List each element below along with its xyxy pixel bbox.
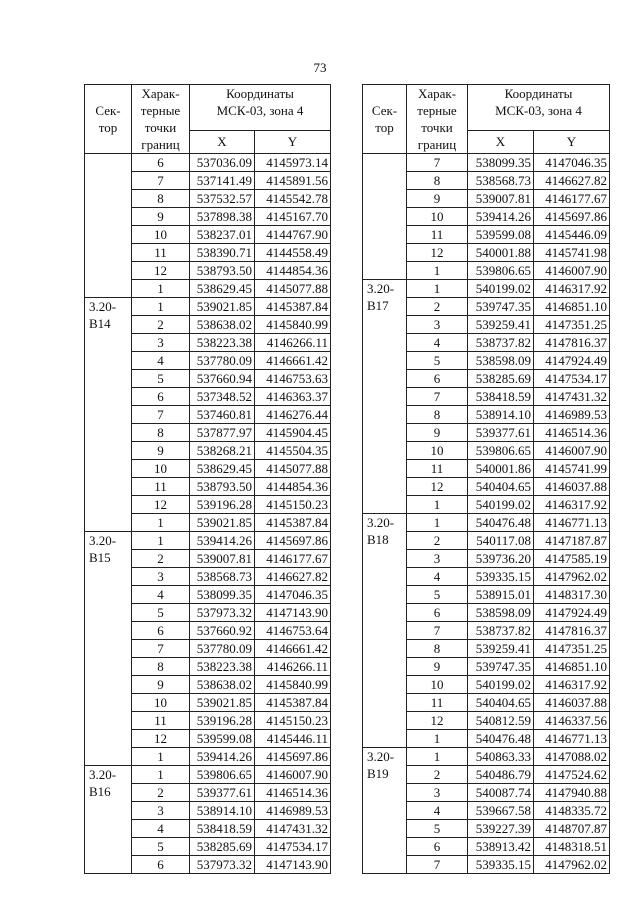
x-coordinate-cell: 537141.49 [190,172,255,190]
point-number-cell: 1 [407,748,468,766]
x-coordinate-cell: 537898.38 [190,208,255,226]
table-row [85,532,331,550]
point-number-cell: 6 [407,604,468,622]
x-coordinate-cell: 538285.69 [468,370,534,388]
y-coordinate-cell: 4146771.13 [534,730,610,748]
x-coordinate-cell: 539736.20 [468,550,534,568]
sector-cell: 3.20- B16 [85,766,132,874]
y-coordinate-cell: 4145840.99 [255,676,331,694]
y-coordinate-cell: 4146514.36 [255,784,331,802]
y-coordinate-cell: 4147046.35 [534,154,610,172]
x-coordinate-cell: 538793.50 [190,478,255,496]
x-coordinate-cell: 539747.35 [468,658,534,676]
x-coordinate-cell: 538237.01 [190,226,255,244]
x-coordinate-cell: 538598.09 [468,352,534,370]
point-number-cell: 4 [132,586,190,604]
x-coordinate-cell: 539414.26 [468,208,534,226]
point-number-cell: 7 [407,154,468,172]
x-coordinate-cell: 539599.08 [468,226,534,244]
y-coordinate-cell: 4146317.92 [534,676,610,694]
y-coordinate-cell: 4146989.53 [534,406,610,424]
x-coordinate-cell: 539196.28 [190,712,255,730]
x-coordinate-cell: 539414.26 [190,748,255,766]
y-coordinate-cell: 4145973.14 [255,154,331,172]
point-number-cell: 5 [407,352,468,370]
y-coordinate-cell: 4146177.67 [255,550,331,568]
sector-cell: 3.20- B15 [85,532,132,766]
point-number-cell: 9 [132,676,190,694]
x-coordinate-cell: 537660.92 [190,622,255,640]
x-coordinate-cell: 538223.38 [190,658,255,676]
x-coordinate-cell: 540476.48 [468,514,534,532]
point-number-cell: 6 [132,856,190,874]
point-number-cell: 3 [132,568,190,586]
x-coordinate-cell: 539227.39 [468,820,534,838]
point-number-cell: 5 [132,604,190,622]
x-coordinate-cell: 539259.41 [468,640,534,658]
point-number-cell: 11 [132,712,190,730]
y-coordinate-cell: 4147534.17 [534,370,610,388]
x-coordinate-cell: 540199.02 [468,280,534,298]
y-coordinate-cell: 4145387.84 [255,298,331,316]
point-number-cell: 5 [132,838,190,856]
point-number-cell: 8 [132,424,190,442]
y-coordinate-cell: 4146037.88 [534,694,610,712]
point-number-cell: 10 [132,694,190,712]
x-coordinate-cell: 539806.65 [468,442,534,460]
y-coordinate-cell: 4145167.70 [255,208,331,226]
header-points: Харак- терные точки границ [132,85,190,154]
point-number-cell: 6 [407,370,468,388]
x-coordinate-cell: 537660.94 [190,370,255,388]
table-row [363,748,610,766]
y-coordinate-cell: 4147962.02 [534,856,610,874]
x-coordinate-cell: 538638.02 [190,316,255,334]
point-number-cell: 11 [407,694,468,712]
point-number-cell: 12 [407,244,468,262]
x-coordinate-cell: 538268.21 [190,442,255,460]
y-coordinate-cell: 4146363.37 [255,388,331,406]
point-number-cell: 12 [132,496,190,514]
point-number-cell: 3 [407,784,468,802]
y-coordinate-cell: 4148707.87 [534,820,610,838]
x-coordinate-cell: 539806.65 [468,262,534,280]
y-coordinate-cell: 4146007.90 [534,442,610,460]
header-sector: Сек- тор [363,85,407,154]
x-coordinate-cell: 538099.35 [190,586,255,604]
x-coordinate-cell: 539021.85 [190,694,255,712]
point-number-cell: 4 [132,820,190,838]
point-number-cell: 12 [132,730,190,748]
point-number-cell: 7 [132,406,190,424]
point-number-cell: 11 [407,460,468,478]
x-coordinate-cell: 538914.10 [468,406,534,424]
point-number-cell: 7 [407,388,468,406]
y-coordinate-cell: 4145150.23 [255,712,331,730]
y-coordinate-cell: 4146276.44 [255,406,331,424]
point-number-cell: 9 [132,442,190,460]
point-number-cell: 4 [407,568,468,586]
x-coordinate-cell: 538598.09 [468,604,534,622]
point-number-cell: 1 [132,280,190,298]
sector-cell: 3.20- B17 [363,280,407,514]
point-number-cell: 2 [132,550,190,568]
y-coordinate-cell: 4145446.09 [534,226,610,244]
y-coordinate-cell: 4146627.82 [255,568,331,586]
y-coordinate-cell: 4146627.82 [534,172,610,190]
y-coordinate-cell: 4147924.49 [534,352,610,370]
x-coordinate-cell: 539414.26 [190,532,255,550]
point-number-cell: 10 [407,208,468,226]
y-coordinate-cell: 4146771.13 [534,514,610,532]
y-coordinate-cell: 4145077.88 [255,460,331,478]
x-coordinate-cell: 539335.15 [468,856,534,874]
y-coordinate-cell: 4147143.90 [255,856,331,874]
y-coordinate-cell: 4147088.02 [534,748,610,766]
point-number-cell: 12 [132,262,190,280]
point-number-cell: 2 [132,316,190,334]
point-number-cell: 9 [132,208,190,226]
x-coordinate-cell: 538913.42 [468,838,534,856]
y-coordinate-cell: 4146266.11 [255,658,331,676]
point-number-cell: 1 [132,766,190,784]
y-coordinate-cell: 4145697.86 [255,532,331,550]
point-number-cell: 6 [407,838,468,856]
point-number-cell: 10 [407,442,468,460]
x-coordinate-cell: 538629.45 [190,280,255,298]
point-number-cell: 10 [407,676,468,694]
point-number-cell: 11 [407,226,468,244]
x-coordinate-cell: 539196.28 [190,496,255,514]
y-coordinate-cell: 4147962.02 [534,568,610,586]
x-coordinate-cell: 540117.08 [468,532,534,550]
x-coordinate-cell: 537532.57 [190,190,255,208]
y-coordinate-cell: 4147431.32 [255,820,331,838]
y-coordinate-cell: 4148318.51 [534,838,610,856]
y-coordinate-cell: 4145077.88 [255,280,331,298]
y-coordinate-cell: 4148335.72 [534,802,610,820]
y-coordinate-cell: 4146661.42 [255,640,331,658]
y-coordinate-cell: 4145446.11 [255,730,331,748]
point-number-cell: 8 [407,406,468,424]
table-row [85,766,331,784]
x-coordinate-cell: 539007.81 [190,550,255,568]
point-number-cell: 12 [407,478,468,496]
x-coordinate-cell: 537780.09 [190,352,255,370]
x-coordinate-cell: 540404.65 [468,694,534,712]
point-number-cell: 12 [407,712,468,730]
sector-cell: 3.20- B14 [85,298,132,532]
x-coordinate-cell: 538568.73 [190,568,255,586]
point-number-cell: 8 [132,658,190,676]
header-points: Харак- терные точки границ [407,85,468,154]
y-coordinate-cell: 4147534.17 [255,838,331,856]
point-number-cell: 5 [407,820,468,838]
y-coordinate-cell: 4147924.49 [534,604,610,622]
point-number-cell: 7 [132,172,190,190]
y-coordinate-cell: 4147431.32 [534,388,610,406]
y-coordinate-cell: 4146851.10 [534,658,610,676]
point-number-cell: 6 [132,622,190,640]
point-number-cell: 2 [132,784,190,802]
y-coordinate-cell: 4145504.35 [255,442,331,460]
x-coordinate-cell: 539377.61 [190,784,255,802]
y-coordinate-cell: 4144854.36 [255,478,331,496]
y-coordinate-cell: 4146037.88 [534,478,610,496]
y-coordinate-cell: 4146337.56 [534,712,610,730]
y-coordinate-cell: 4146007.90 [255,766,331,784]
y-coordinate-cell: 4147940.88 [534,784,610,802]
x-coordinate-cell: 539007.81 [468,190,534,208]
y-coordinate-cell: 4147143.90 [255,604,331,622]
x-coordinate-cell: 537973.32 [190,604,255,622]
y-coordinate-cell: 4146266.11 [255,334,331,352]
x-coordinate-cell: 538390.71 [190,244,255,262]
point-number-cell: 1 [407,262,468,280]
x-coordinate-cell: 540001.88 [468,244,534,262]
point-number-cell: 8 [407,172,468,190]
y-coordinate-cell: 4146753.63 [255,370,331,388]
page-number: 73 [313,60,327,75]
coordinates-table-left [84,84,331,874]
x-coordinate-cell: 537036.09 [190,154,255,172]
point-number-cell: 3 [407,316,468,334]
y-coordinate-cell: 4145150.23 [255,496,331,514]
x-coordinate-cell: 539259.41 [468,316,534,334]
point-number-cell: 9 [407,424,468,442]
x-coordinate-cell: 537348.52 [190,388,255,406]
header-sector: Сек- тор [85,85,132,154]
x-coordinate-cell: 538914.10 [190,802,255,820]
sector-cell: 3.20- B19 [363,748,407,874]
x-coordinate-cell: 538915.01 [468,586,534,604]
x-coordinate-cell: 540404.65 [468,478,534,496]
point-number-cell: 1 [407,730,468,748]
x-coordinate-cell: 538737.82 [468,622,534,640]
y-coordinate-cell: 4145697.86 [534,208,610,226]
y-coordinate-cell: 4145387.84 [255,694,331,712]
x-coordinate-cell: 537780.09 [190,640,255,658]
point-number-cell: 1 [407,496,468,514]
y-coordinate-cell: 4147046.35 [255,586,331,604]
x-coordinate-cell: 538418.59 [468,388,534,406]
x-coordinate-cell: 538099.35 [468,154,534,172]
sector-cell [85,154,132,298]
table-row [85,298,331,316]
x-coordinate-cell: 537973.32 [190,856,255,874]
y-coordinate-cell: 4147585.19 [534,550,610,568]
point-number-cell: 1 [407,280,468,298]
point-number-cell: 10 [132,226,190,244]
point-number-cell: 11 [132,478,190,496]
point-number-cell: 8 [407,640,468,658]
y-coordinate-cell: 4147351.25 [534,640,610,658]
header-x: X [468,130,534,153]
x-coordinate-cell: 540087.74 [468,784,534,802]
sector-cell: 3.20- B18 [363,514,407,748]
point-number-cell: 4 [132,352,190,370]
point-number-cell: 2 [407,298,468,316]
y-coordinate-cell: 4145891.56 [255,172,331,190]
y-coordinate-cell: 4147816.37 [534,334,610,352]
point-number-cell: 1 [407,514,468,532]
y-coordinate-cell: 4144854.36 [255,262,331,280]
x-coordinate-cell: 538737.82 [468,334,534,352]
y-coordinate-cell: 4147187.87 [534,532,610,550]
x-coordinate-cell: 538568.73 [468,172,534,190]
header-coordinates: Координаты МСК-03, зона 4 [468,85,610,131]
point-number-cell: 10 [132,460,190,478]
point-number-cell: 6 [132,388,190,406]
y-coordinate-cell: 4146177.67 [534,190,610,208]
y-coordinate-cell: 4145840.99 [255,316,331,334]
table-row [363,280,610,298]
x-coordinate-cell: 539335.15 [468,568,534,586]
point-number-cell: 3 [407,550,468,568]
coordinates-table-right [362,84,610,874]
y-coordinate-cell: 4146514.36 [534,424,610,442]
y-coordinate-cell: 4146989.53 [255,802,331,820]
header-y: Y [534,130,610,153]
x-coordinate-cell: 538223.38 [190,334,255,352]
point-number-cell: 3 [132,334,190,352]
y-coordinate-cell: 4147816.37 [534,622,610,640]
point-number-cell: 9 [407,658,468,676]
y-coordinate-cell: 4145741.98 [534,244,610,262]
point-number-cell: 1 [132,748,190,766]
point-number-cell: 6 [132,154,190,172]
point-number-cell: 4 [407,334,468,352]
x-coordinate-cell: 540812.59 [468,712,534,730]
point-number-cell: 9 [407,190,468,208]
x-coordinate-cell: 540863.33 [468,748,534,766]
x-coordinate-cell: 538418.59 [190,820,255,838]
y-coordinate-cell: 4144558.49 [255,244,331,262]
table-row [85,154,331,172]
point-number-cell: 1 [132,514,190,532]
y-coordinate-cell: 4146753.64 [255,622,331,640]
y-coordinate-cell: 4146317.92 [534,496,610,514]
y-coordinate-cell: 4144767.90 [255,226,331,244]
point-number-cell: 7 [407,856,468,874]
y-coordinate-cell: 4145542.78 [255,190,331,208]
y-coordinate-cell: 4145697.86 [255,748,331,766]
y-coordinate-cell: 4147524.62 [534,766,610,784]
y-coordinate-cell: 4146851.10 [534,298,610,316]
y-coordinate-cell: 4146661.42 [255,352,331,370]
point-number-cell: 5 [407,586,468,604]
x-coordinate-cell: 539806.65 [190,766,255,784]
x-coordinate-cell: 539021.85 [190,298,255,316]
point-number-cell: 5 [132,370,190,388]
x-coordinate-cell: 539599.08 [190,730,255,748]
point-number-cell: 7 [132,640,190,658]
y-coordinate-cell: 4147351.25 [534,316,610,334]
x-coordinate-cell: 537460.81 [190,406,255,424]
header-x: X [190,130,255,153]
point-number-cell: 7 [407,622,468,640]
point-number-cell: 8 [132,190,190,208]
table-row [363,514,610,532]
y-coordinate-cell: 4145741.99 [534,460,610,478]
x-coordinate-cell: 538638.02 [190,676,255,694]
point-number-cell: 3 [132,802,190,820]
y-coordinate-cell: 4146007.90 [534,262,610,280]
point-number-cell: 1 [132,532,190,550]
x-coordinate-cell: 539377.61 [468,424,534,442]
header-y: Y [255,130,331,153]
x-coordinate-cell: 539747.35 [468,298,534,316]
x-coordinate-cell: 540199.02 [468,676,534,694]
y-coordinate-cell: 4148317.30 [534,586,610,604]
x-coordinate-cell: 538793.50 [190,262,255,280]
x-coordinate-cell: 539667.58 [468,802,534,820]
table-row [363,154,610,172]
x-coordinate-cell: 540476.48 [468,730,534,748]
y-coordinate-cell: 4146317.92 [534,280,610,298]
x-coordinate-cell: 540199.02 [468,496,534,514]
x-coordinate-cell: 538629.45 [190,460,255,478]
x-coordinate-cell: 540486.79 [468,766,534,784]
x-coordinate-cell: 539021.85 [190,514,255,532]
point-number-cell: 1 [132,298,190,316]
header-coordinates: Координаты МСК-03, зона 4 [190,85,331,131]
x-coordinate-cell: 538285.69 [190,838,255,856]
point-number-cell: 4 [407,802,468,820]
sector-cell [363,154,407,280]
point-number-cell: 11 [132,244,190,262]
point-number-cell: 2 [407,766,468,784]
y-coordinate-cell: 4145387.84 [255,514,331,532]
x-coordinate-cell: 540001.86 [468,460,534,478]
y-coordinate-cell: 4145904.45 [255,424,331,442]
x-coordinate-cell: 537877.97 [190,424,255,442]
point-number-cell: 2 [407,532,468,550]
